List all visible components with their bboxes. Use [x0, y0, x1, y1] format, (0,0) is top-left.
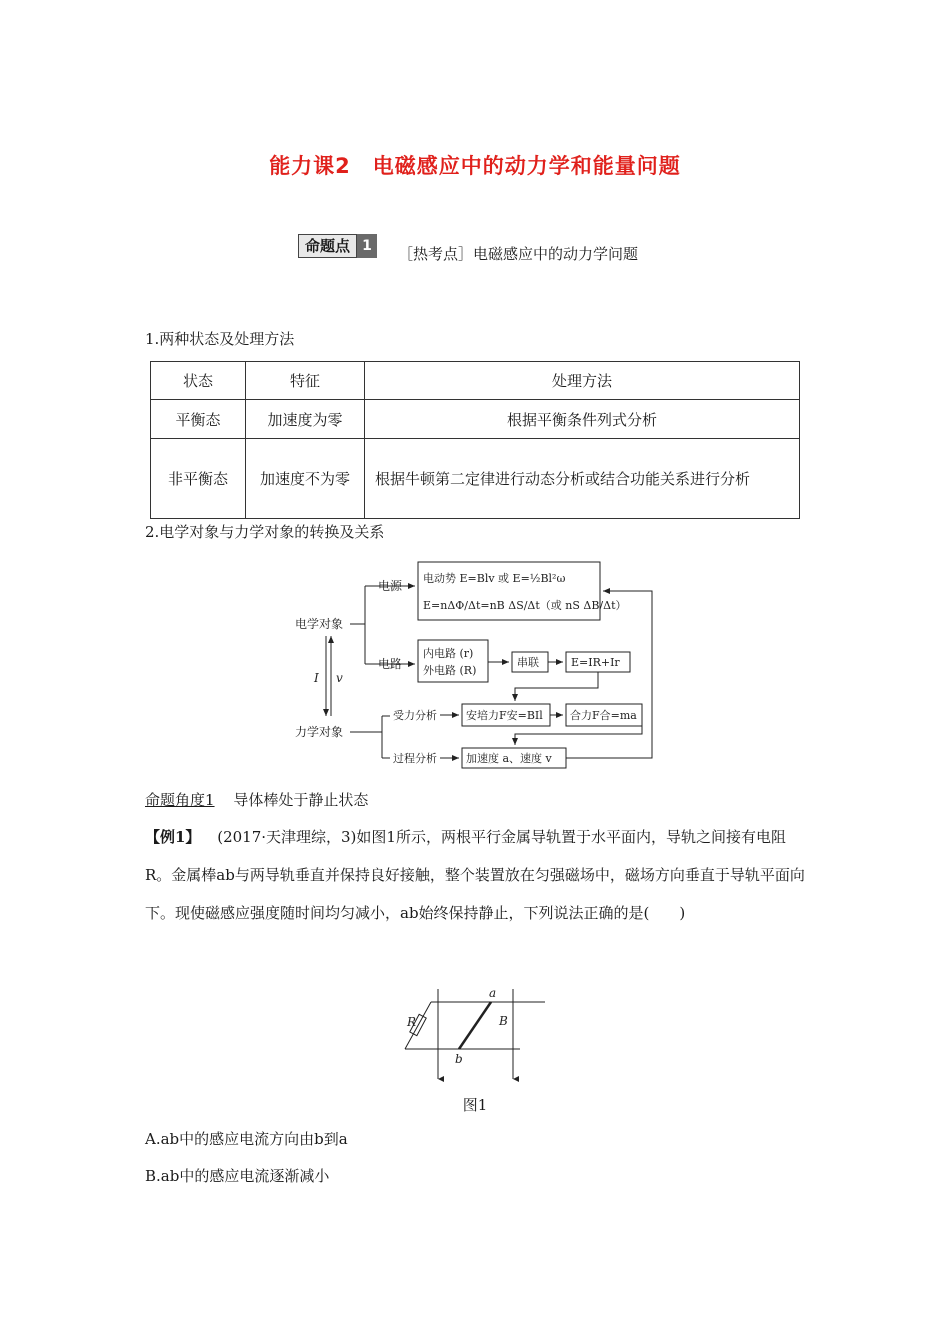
table-cell: 根据平衡条件列式分析 — [365, 400, 800, 439]
table-header-cell: 处理方法 — [365, 362, 800, 400]
flow-ohm: E=IR+Ir — [571, 656, 620, 669]
topic-badge — [298, 234, 377, 258]
table-cell: 加速度不为零 — [246, 439, 365, 519]
flow-net-force: 合力F合=ma — [570, 709, 637, 722]
table-cell: 加速度为零 — [246, 400, 365, 439]
table-cell: 平衡态 — [151, 400, 246, 439]
figure-label-B: B — [499, 1014, 508, 1028]
table-cell: 非平衡态 — [151, 439, 246, 519]
table-header-cell: 特征 — [246, 362, 365, 400]
flow-source: 电源 — [378, 579, 403, 593]
flow-force-analysis: 受力分析 — [393, 709, 437, 722]
option-a: A.ab中的感应电流方向由b到a — [145, 1130, 348, 1148]
figure-caption: 图1 — [462, 1096, 488, 1114]
example-paragraph — [145, 818, 810, 932]
figure-label-b: b — [455, 1052, 463, 1066]
angle-text: 导体棒处于静止状态 — [233, 791, 369, 809]
flow-emf-line2: E=nΔΦ/Δt=nB ΔS/Δt（或 nS ΔB/Δt） — [423, 599, 627, 612]
flow-velocity-label: v — [336, 671, 343, 685]
figure-label-R: R — [407, 1015, 417, 1029]
section1-heading: 1.两种状态及处理方法 — [145, 330, 295, 348]
flow-series: 串联 — [517, 656, 539, 669]
topic-badge-number: 1 — [357, 234, 377, 258]
example-text: (2017·天津理综，3)如图1所示，两根平行金属导轨置于水平面内，导轨之间接有电阻R。金属棒ab与两导轨垂直并保持良好接触，整个装置放在匀强磁场中，磁场方向垂直于导轨平面向下。现使磁感应强度随时间均匀减小，ab始终保持静止，下列说法正确的是( ) — [145, 828, 805, 922]
topic-badge-label: 命题点 — [298, 234, 357, 258]
flow-process-analysis: 过程分析 — [393, 752, 437, 765]
angle-label: 命题角度1 — [145, 791, 215, 809]
flow-circuit: 电路 — [378, 657, 403, 671]
flow-outer-circuit: 外电路 (R) — [423, 664, 477, 677]
table-header-row — [151, 362, 800, 400]
angle-heading — [145, 789, 368, 811]
option-b: B.ab中的感应电流逐渐减小 — [145, 1167, 330, 1185]
flow-emf-line1: 电动势 E=Blv 或 E=½Bl²ω — [423, 572, 566, 585]
section2-heading: 2.电学对象与力学对象的转换及关系 — [145, 523, 385, 541]
table-header-cell: 状态 — [151, 362, 246, 400]
flow-current-label: I — [314, 671, 319, 685]
figure-label-a: a — [489, 986, 497, 1000]
rail-figure — [395, 985, 555, 1097]
flow-accel-velocity: 加速度 a、速度 v — [466, 752, 552, 765]
flow-inner-circuit: 内电路 (r) — [423, 647, 474, 660]
table-row — [151, 439, 800, 519]
flow-electric-object: 电学对象 — [295, 617, 344, 631]
topic-heading: ［热考点］电磁感应中的动力学问题 — [398, 245, 639, 263]
example-tag: 【例1】 — [145, 828, 201, 846]
table-cell: 根据牛顿第二定律进行动态分析或结合功能关系进行分析 — [365, 439, 800, 519]
flow-ampere-force: 安培力F安=BIl — [466, 709, 543, 722]
states-table — [150, 361, 800, 519]
page-title: 能力课2 电磁感应中的动力学和能量问题 — [269, 154, 681, 178]
table-row — [151, 400, 800, 439]
conversion-flowchart — [290, 556, 670, 772]
flow-mechanical-object: 力学对象 — [295, 725, 344, 739]
